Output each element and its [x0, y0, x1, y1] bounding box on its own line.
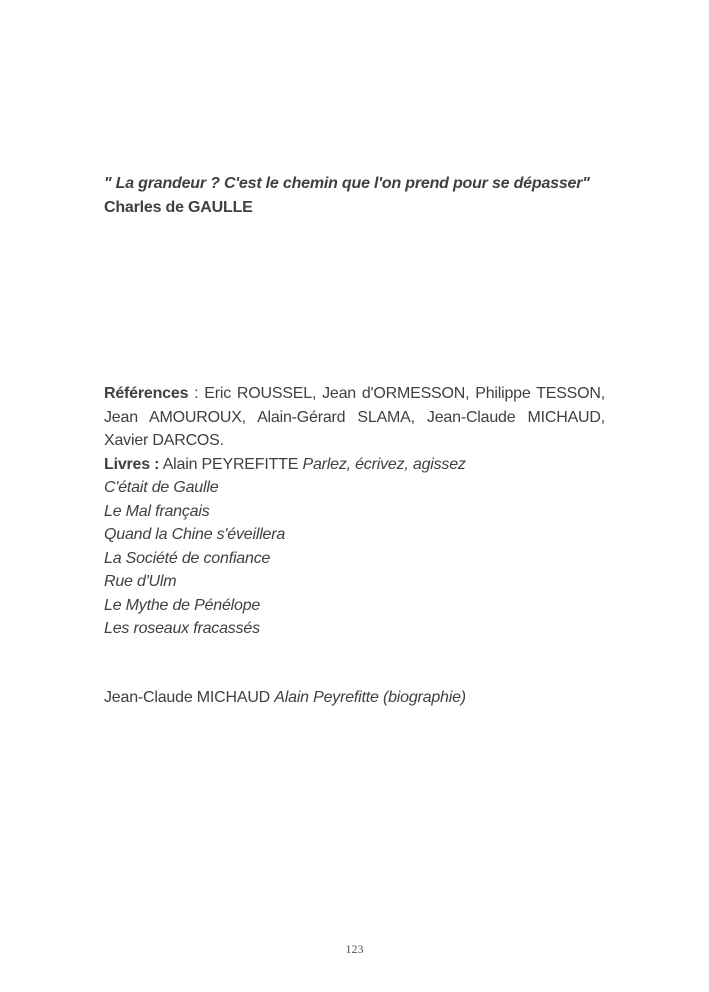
- book-title: Le Mythe de Pénélope: [104, 596, 261, 614]
- references-text: Eric ROUSSEL, Jean d'ORMESSON, Philippe TESSON, Jean AMOUROUX, Alain-Gérard SLAMA, Jean-Claude MICHAUD, Xavier DARCOS.: [104, 385, 605, 449]
- book-title: Parlez, écrivez, agissez: [302, 455, 466, 473]
- book-title: C'était de Gaulle: [104, 479, 219, 496]
- books-author: Alain PEYREFITTE: [162, 455, 299, 473]
- book-title: La Société de confiance: [104, 549, 271, 567]
- book-title: Quand la Chine s'éveillera: [104, 526, 286, 543]
- books-line: [104, 453, 605, 477]
- biography-line: [104, 686, 605, 710]
- quote-text: " La grandeur ? C'est le chemin que l'on prend pour se dépasser": [104, 175, 590, 192]
- book-title: Les roseaux fracassés: [104, 620, 260, 637]
- books-label: Livres :: [104, 455, 160, 473]
- biography-title: Alain Peyrefitte (biographie): [274, 689, 466, 706]
- references-paragraph: [104, 382, 605, 453]
- book-title: Rue d'Ulm: [104, 573, 177, 590]
- references-separator: :: [188, 385, 205, 402]
- references-label: Références: [104, 385, 189, 402]
- quote-author: Charles de GAULLE: [104, 198, 253, 216]
- page-number: 123: [345, 942, 364, 956]
- biography-author: Jean-Claude MICHAUD: [104, 689, 271, 706]
- epigraph-quote: [104, 172, 605, 219]
- references-section: [104, 382, 605, 641]
- book-title: Le Mal français: [104, 502, 210, 520]
